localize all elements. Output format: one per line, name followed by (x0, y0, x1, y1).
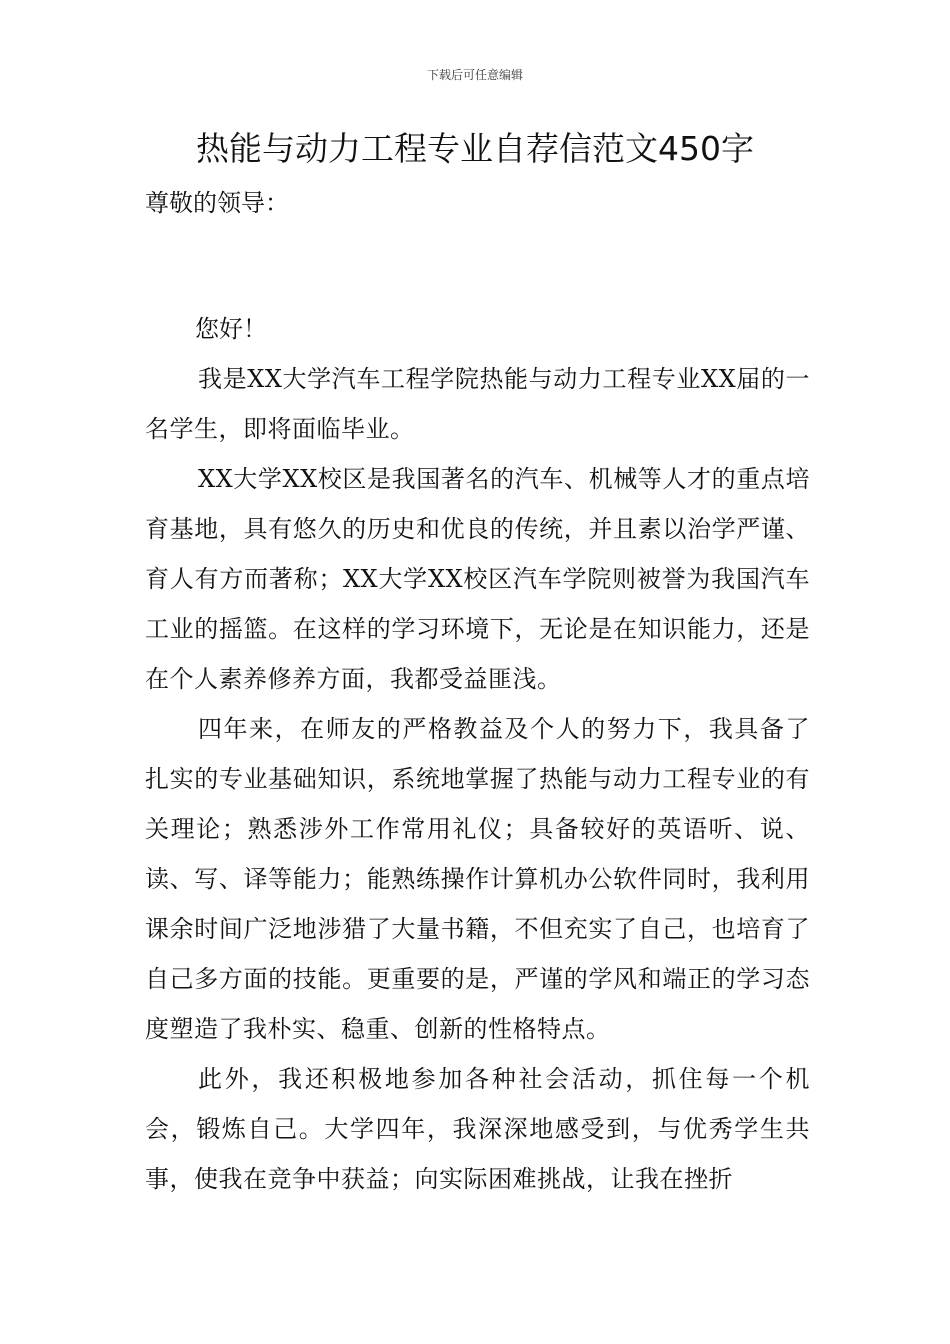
paragraph-university: XX大学XX校区是我国著名的汽车、机械等人才的重点培育基地，具有悠久的历史和优良的传统，并且素以治学严谨、育人有方而著称；XX大学XX校区汽车学院则被誉为我国汽车工业的摇篮。在这样的学习环境下，无论是在知识能力，还是在个人素养修养方面，我都受益匪浅。 (145, 465, 810, 693)
paragraph-intro: 我是XX大学汽车工程学院热能与动力工程专业XX届的一名学生，即将面临毕业。 (145, 365, 810, 443)
letter-body (145, 178, 810, 1204)
paragraph-skills: 四年来，在师友的严格教益及个人的努力下，我具备了扎实的专业基础知识，系统地掌握了热能与动力工程专业的有关理论；熟悉涉外工作常用礼仪；具备较好的英语听、说、读、写、译等能力；能熟练操作计算机办公软件同时，我利用课余时间广泛地涉猎了大量书籍，不但充实了自己，也培育了自己多方面的技能。更重要的是，严谨的学风和端正的学习态度塑造了我朴实、稳重、创新的性格特点。 (145, 715, 810, 1043)
paragraph-activities: 此外，我还积极地参加各种社会活动，抓住每一个机会，锻炼自己。大学四年，我深深地感受到，与优秀学生共事，使我在竞争中获益；向实际困难挑战，让我在挫折 (145, 1065, 810, 1193)
greeting: 您好！ (195, 315, 267, 343)
header-note: 下载后可任意编辑 (426, 68, 523, 82)
document-title: 热能与动力工程专业自荐信范文450字 (196, 129, 754, 168)
salutation: 尊敬的领导： (145, 189, 289, 217)
